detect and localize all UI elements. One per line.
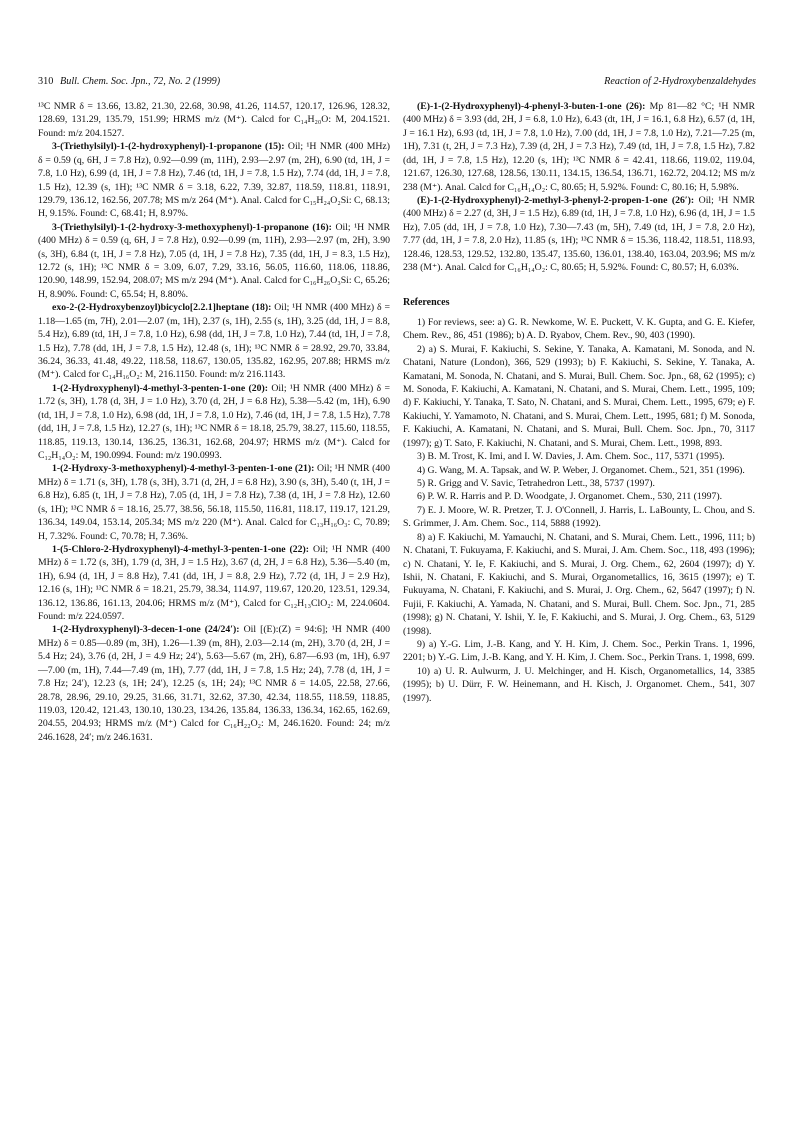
compound-entry: exo-2-(2-Hydroxybenzoyl)bicyclo[2.2.1]heptane (18): Oil; ¹H NMR (400 MHz) δ = 1.18—1.65 (m, 7H), 2.01—2.07 (m, 1H), 2.37 (s, 1H), 2.55 (s, 1H), 3.25 (dd, 1H, J = 8.8, 5.4 Hz), 6.89 (td, 1H, J = 7.8, 1.0 Hz), 6.98 (dd, 1H, J = 7.8, 1.0 Hz), 7.44 (td, 1H, J = 7.8, 1.5 Hz), 7.78 (dd, 1H, J = 7.8, 1.5 Hz), 12.48 (s, 1H); ¹³C NMR δ = 28.92, 29.70, 33.84, 36.24, 36.33, 41.48, 49.22, 118.58, 118.67, 130.05, 135.82, 162.95, 207.88; HRMS m/z (M⁺). Calcd for C₁₄H₁₆O₂: M, 216.1150. Found: m/z 216.1143. xyxy=(38,302,390,381)
running-title: Reaction of 2-Hydroxybenzaldehydes xyxy=(604,76,756,87)
page-header xyxy=(38,76,756,90)
compound-entry: (E)-1-(2-Hydroxyphenyl)-2-methyl-3-phenyl-2-propen-1-one (26′): Oil; ¹H NMR (400 MHz) δ = 2.27 (d, 3H, J = 1.5 Hz), 6.89 (td, 1H, J = 7.8, 1.0 Hz), 6.96 (d, 1H, J = 1.5 Hz), 7.05 (dd, 1H, J = 7.8, 1.0 Hz), 7.30—7.43 (m, 5H), 7.49 (td, 1H, J = 7.8, 2.0 Hz), 7.77 (dd, 1H, J = 7.8, 2.0 Hz), 11.85 (s, 1H); ¹³C NMR δ = 15.36, 118.42, 118.51, 118.93, 128.46, 128.53, 129.52, 132.80, 135.47, 135.60, 136.01, 138.40, 163.04, 203.96; MS m/z 238 (M⁺). Anal. Calcd for C₁₆H₁₄O₂: C, 80.65; H, 5.92%. Found: C, 80.57; H, 6.03%. xyxy=(403,194,755,274)
compound-entry: 1-(2-Hydroxy-3-methoxyphenyl)-4-methyl-3-penten-1-one (21): Oil; ¹H NMR (400 MHz) δ = 1.71 (s, 3H), 1.78 (s, 3H), 3.71 (d, 2H, J = 6.8 Hz), 3.90 (s, 3H), 5.40 (t, 1H, J = 6.8 Hz), 6.85 (t, 1H, J = 7.8 Hz), 7.05 (d, 1H, J = 7.8 Hz), 7.38 (d, 1H, J = 7.8 Hz), 12.60 (s, 1H); ¹³C NMR δ = 18.16, 25.77, 38.56, 56.18, 115.50, 116.81, 118.17, 119.17, 121.29, 136.34, 149.04, 153.14, 205.34; MS m/z 220 (M⁺). Anal. Calcd for C₁₃H₁₆O₃: C, 70.89; H, 7.32%. Found: C, 70.78; H, 7.36%. xyxy=(38,463,391,542)
reference-item: 10) a) U. R. Aulwurm, J. U. Melchinger, and H. Kisch, Organometallics, 14, 3385 (1995); b) U. Dürr, F. W. Heinemann, and H. Kisch, J. Organomet. Chem., 541, 307 (1997). xyxy=(403,665,755,704)
compound-entry: 1-(2-Hydroxyphenyl)-4-methyl-3-penten-1-one (20): Oil; ¹H NMR (400 MHz) δ = 1.72 (s, 3H), 1.78 (d, 3H, J = 1.0 Hz), 3.70 (d, 2H, J = 6.8 Hz), 5.38—5.42 (m, 1H), 6.90 (td, 1H, J = 7.8, 1.0 Hz), 6.98 (dd, 1H, J = 7.8, 1.0 Hz), 7.46 (td, 1H, J = 7.8, 1.5 Hz), 7.78 (dd, 1H, J = 7.8, 1.5 Hz), 12.27 (s, 1H); ¹³C NMR δ = 18.18, 25.79, 38.27, 115.60, 118.55, 118.85, 119.13, 130.14, 136.25, 136.31, 162.68, 204.97; HRMS m/z (M⁺). Calcd for C₁₂H₁₄O₂: M, 190.0994. Found: m/z 190.0993. xyxy=(38,382,390,461)
references-heading: References xyxy=(403,297,450,309)
reference-item: 6) P. W. R. Harris and P. D. Woodgate, J. Organomet. Chem., 530, 211 (1997). xyxy=(417,491,723,503)
page-number: 310 xyxy=(38,76,54,87)
reference-item: 8) a) F. Kakiuchi, M. Yamauchi, N. Chatani, and S. Murai, Chem. Lett., 1996, 111; b) N. Chatani, T. Fukuyama, F. Kakiuchi, and S. Murai, J. Am. Chem. Soc., 118, 493 (1996); c) N. Chatani, Y. Ie, F. Kakiuchi, and S. Murai, J. Org. Chem., 62, 2604 (1997); d) Y. Ishii, N. Chatani, F. Kakiuchi, and S. Murai, Organometallics, 16, 3615 (1997); e) T. Fukuyama, N. Chatani, F. Kakiuchi, and S. Murai, J. Org. Chem., 62, 5647 (1997); f) N. Fujii, F. Kakiuchi, A. Yamada, N. Chatani, and S. Murai, Bull. Chem. Soc. Jpn., 71, 285 (1998); g) N. Chatani, Y. Ishii, Y. Ie, F. Kakiuchi, and S. Murai, J. Org. Chem., 63, 5129 (1998). xyxy=(403,531,755,637)
right-column xyxy=(403,100,755,705)
compound-entry: (E)-1-(2-Hydroxyphenyl)-4-phenyl-3-buten-1-one (26): Mp 81—82 °C; ¹H NMR (400 MHz) δ = 3.93 (dd, 2H, J = 6.8, 1.0 Hz), 6.43 (dt, 1H, J = 16.1, 6.8 Hz), 6.57 (d, 1H, J = 16.1 Hz), 6.93 (td, 1H, J = 7.8, 1.0 Hz), 7.00 (dd, 1H, J = 7.8, 1.0 Hz), 7.21—7.25 (m, 1H), 7.31 (t, 2H, J = 7.3 Hz), 7.39 (d, 2H, J = 7.3 Hz), 7.49 (td, 1H, J = 7.8, 1.5 Hz), 7.82 (dd, 1H, J = 7.8, 1.5 Hz), 12.20 (s, 1H); ¹³C NMR δ = 42.41, 118.66, 119.02, 119.04, 121.67, 126.30, 127.68, 128.56, 130.11, 134.15, 136.54, 136.71, 162.72, 204.12; MS m/z 238 (M⁺). Anal. Calcd for C₁₆H₁₄O₂: C, 80.65; H, 5.92%. Found: C, 80.16; H, 5.98%. xyxy=(403,101,755,193)
reference-item: 7) E. J. Moore, W. R. Pretzer, T. J. O'Connell, J. Harris, L. LaBounty, L. Chou, and S. S. Grimmer, J. Am. Chem. Soc., 114, 5888 (1992). xyxy=(403,504,755,530)
reference-item: 2) a) S. Murai, F. Kakiuchi, S. Sekine, Y. Tanaka, A. Kamatani, M. Sonoda, and N. Chatani, Nature (London), 366, 529 (1993); b) F. Kakiuchi, S. Sekine, Y. Tanaka, A. Kamatani, M. Sonoda, N. Chatani, and S. Murai, Bull. Chem. Soc. Jpn., 68, 62 (1995); c) M. Sonoda, F. Kakiuchi, A. Kamatani, N. Chatani, and S. Murai, Chem. Lett., 1995, 109; d) F. Kakiuchi, Y. Tanaka, T. Sato, N. Chatani, and S. Murai, Chem. Lett., 1995, 679; e) F. Kakiuchi, Y. Yamamoto, N. Chatani, and S. Murai, Chem. Lett., 1995, 681; f) M. Sonoda, F. Kakiuchi, A. Kamatani, N. Chatani, and S. Murai, Bull. Chem. Soc. Jpn., 70, 3117 (1997); g) T. Sato, F. Kakiuchi, N. Chatani, and S. Murai, Chem. Lett., 1998, 893. xyxy=(403,343,755,449)
compound-entry: 3-(Triethylsilyl)-1-(2-hydroxy-3-methoxyphenyl)-1-propanone (16): Oil; ¹H NMR (400 MHz) δ = 0.59 (q, 6H, J = 7.8 Hz), 0.92—0.99 (m, 11H), 2.93—2.97 (m, 2H), 3.90 (s, 3H), 6.84 (t, 1H, J = 7.8 Hz), 7.05 (d, 1H, J = 7.8 Hz), 7.35 (dd, 1H, J = 8.3, 1.5 Hz), 12.72 (s, 1H); ¹³C NMR δ = 3.09, 6.07, 7.29, 33.16, 56.05, 116.60, 118.06, 118.86, 120.90, 148.99, 152.94, 208.07; MS m/z 294 (M⁺). Anal. Calcd for C₁₆H₂₆O₃Si: C, 65.26; H, 8.90%. Found: C, 65.54; H, 8.80%. xyxy=(38,221,391,300)
reference-item: 4) G. Wang, M. A. Tapsak, and W. P. Weber, J. Organomet. Chem., 521, 351 (1996). xyxy=(417,464,745,476)
compound-entry: 1-(2-Hydroxyphenyl)-3-decen-1-one (24/24′): Oil [(E):(Z) = 94:6]; ¹H NMR (400 MHz) δ = 0.85—0.89 (m, 3H), 1.26—1.39 (m, 8H), 2.03—2.14 (m, 2H), 3.70 (d, 2H, J = 5.4 Hz; 24), 3.76 (d, 2H, J = 4.9 Hz; 24′), 5.63—5.67 (m, 2H), 6.87—6.93 (m, 1H), 6.97—7.00 (m, 1H), 7.44—7.49 (m, 1H), 7.77 (dd, 1H, J = 7.8, 1.5 Hz; 24), 7.78 (d, 1H, J = 7.8 Hz; 24′), 12.23 (s, 1H; 24′), 12.25 (s, 1H; 24); ¹³C NMR δ = 14.05, 22.58, 27.66, 28.78, 28.96, 29.10, 29.25, 31.66, 31.71, 32.62, 37.30, 42.34, 118.55, 118.59, 118.85, 119.03, 120.42, 121.43, 130.10, 130.23, 134.26, 135.84, 136.33, 136.34, 162.65, 162.69, 204.55, 204.93; HRMS m/z (M⁺) Calcd for C₁₆H₂₂O₂: M, 246.1620. Found: 24; m/z 246.1628, 24′; m/z 246.1631. xyxy=(38,624,390,743)
compound-entry: 3-(Triethylsilyl)-1-(2-hydroxyphenyl)-1-propanone (15): Oil; ¹H NMR (400 MHz) δ = 0.59 (q, 6H, J = 7.8 Hz), 0.92—0.99 (m, 11H), 2.93—2.97 (m, 2H), 6.90 (td, 1H, J = 7.8, 1.0 Hz), 6.99 (d, 1H, J = 7.8 Hz), 7.46 (td, 1H, J = 7.8, 1.5 Hz), 7.74 (dd, 1H, J = 7.8, 1.5 Hz), 12.39 (s, 1H); ¹³C NMR δ = 3.18, 6.22, 7.39, 32.87, 118.59, 118.81, 118.91, 129.79, 136.12, 162.56, 207.78; MS m/z 264 (M⁺). Anal. Calcd for C₁₅H₂₄O₂Si: C, 68.13; H, 9.15%. Found: C, 68.41; H, 8.97%. xyxy=(38,141,391,220)
compound-entry: 1-(5-Chloro-2-Hydroxyphenyl)-4-methyl-3-penten-1-one (22): Oil; ¹H NMR (400 MHz) δ = 1.72 (s, 3H), 1.79 (d, 3H, J = 1.5 Hz), 3.67 (d, 2H, J = 6.8 Hz), 5.36—5.40 (m, 1H), 6.94 (d, 1H, J = 8.8 Hz), 7.41 (dd, 1H, J = 8.8, 2.9 Hz), 7.72 (d, 1H, J = 2.9 Hz), 12.16 (s, 1H); ¹³C NMR δ = 18.21, 25.79, 38.34, 114.97, 119.67, 120.20, 123.51, 129.34, 136.12, 136.86, 161.13, 204.06; HRMS m/z (M⁺), Calcd for C₁₂H₁₃ClO₂: M, 224.0604. Found: m/z 224.0597. xyxy=(38,543,390,623)
reference-item: 1) For reviews, see: a) G. R. Newkome, W. E. Puckett, V. K. Gupta, and G. E. Kiefer, Chem. Rev., 86, 451 (1986); b) A. D. Ryabov, Chem. Rev., 90, 403 (1990). xyxy=(403,316,755,342)
reference-item: 5) R. Grigg and V. Savic, Tetrahedron Lett., 38, 5737 (1997). xyxy=(417,477,655,489)
left-column xyxy=(38,100,390,744)
reference-item: 3) B. M. Trost, K. Imi, and I. W. Davies, J. Am. Chem. Soc., 117, 5371 (1995). xyxy=(417,451,725,463)
reference-item: 9) a) Y.-G. Lim, J.-B. Kang, and Y. H. Kim, J. Chem. Soc., Perkin Trans. 1, 1996, 2201; b) Y.-G. Lim, J.-B. Kang, and Y. H. Kim, J. Chem. Soc., Perkin Trans. 1, 1998, 699. xyxy=(403,639,755,664)
journal-citation: Bull. Chem. Soc. Jpn., 72, No. 2 (1999) xyxy=(60,76,221,87)
paragraph: ¹³C NMR δ = 13.66, 13.82, 21.30, 22.68, 30.98, 41.26, 114.57, 120.17, 126.96, 128.32, 128.69, 131.29, 135.79, 151.99; HRMS m/z (M⁺). Calcd for C₁₄H₂₀O: M, 204.1521. Found: m/z 204.1527. xyxy=(38,101,390,139)
